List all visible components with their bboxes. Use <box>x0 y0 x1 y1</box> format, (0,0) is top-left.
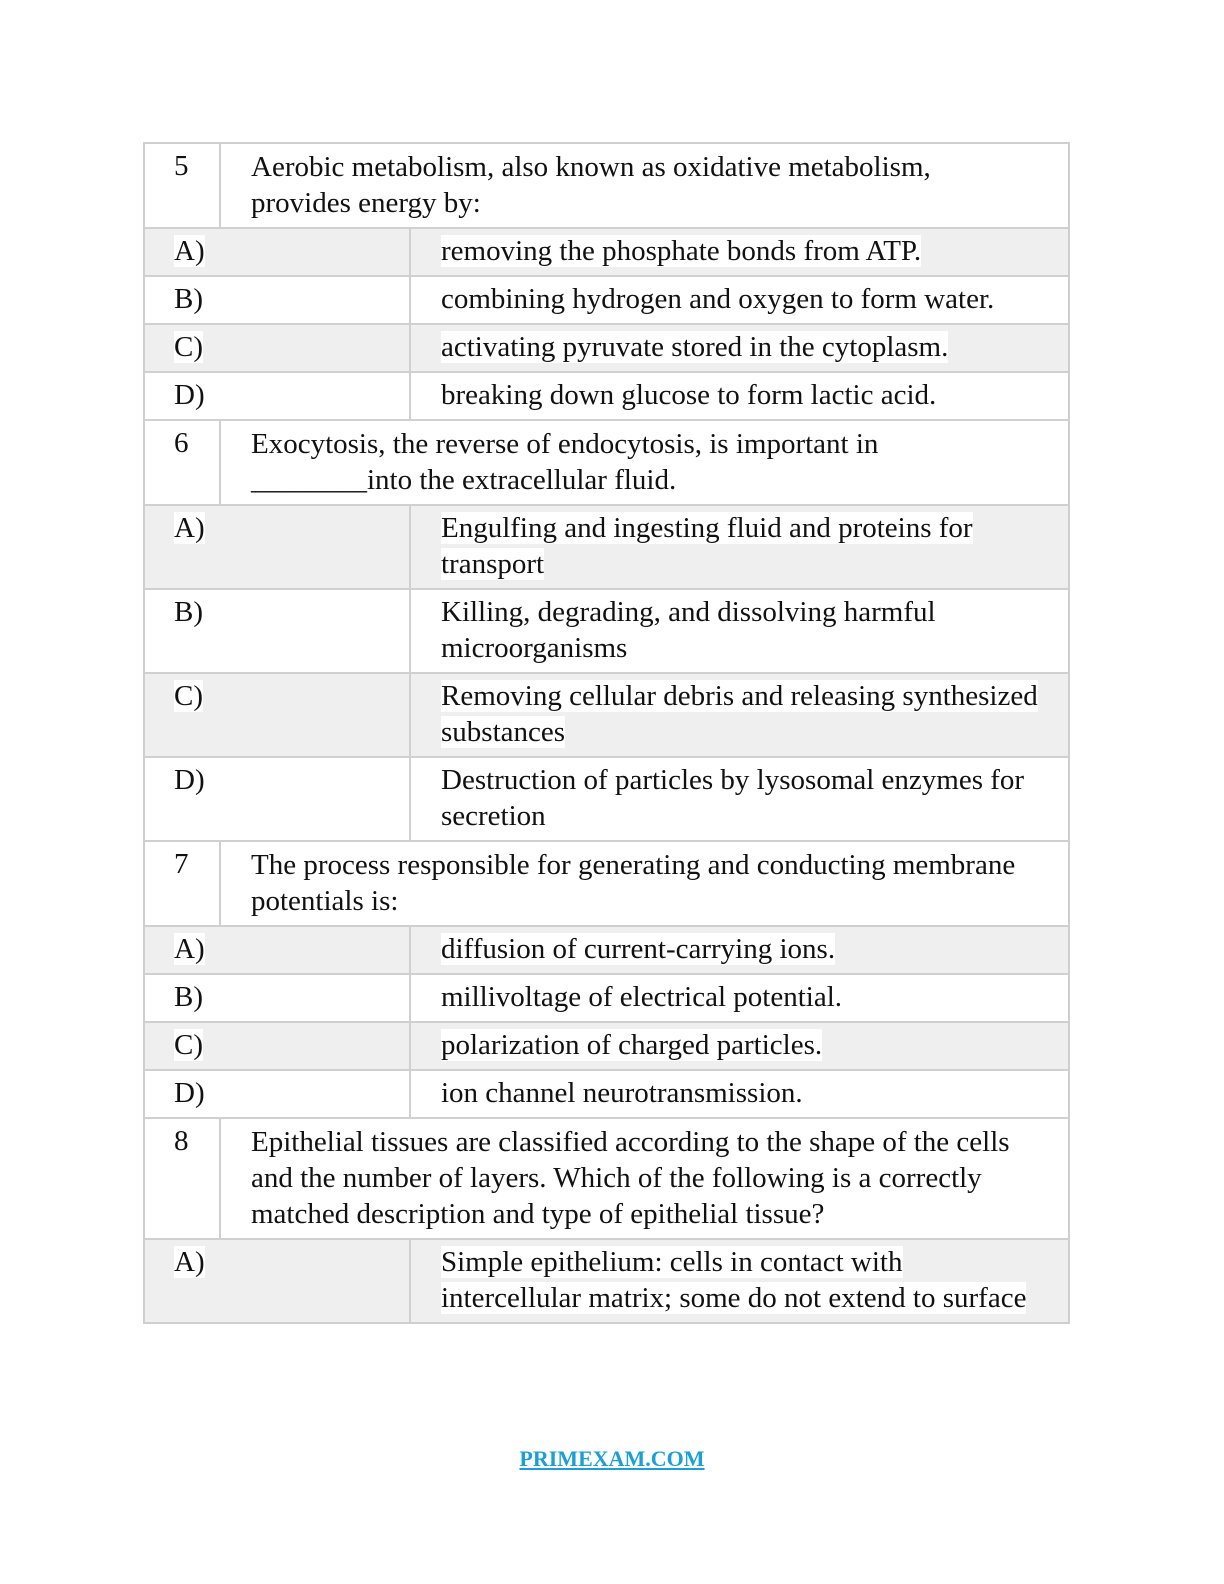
option-label: D) <box>145 758 411 840</box>
question-number: 7 <box>145 842 221 925</box>
option-label: A) <box>145 1240 411 1322</box>
option-text: Engulfing and ingesting fluid and proteins for transport <box>441 512 973 580</box>
option-row <box>145 373 1068 421</box>
option-text: diffusion of current-carrying ions. <box>441 933 836 965</box>
question-row-6 <box>145 421 1068 506</box>
question-row-5 <box>145 144 1068 229</box>
option-label: B) <box>145 277 411 323</box>
option-row <box>145 325 1068 373</box>
option-row <box>145 277 1068 325</box>
option-label: B) <box>145 975 411 1021</box>
option-label: A) <box>145 927 411 973</box>
question-table <box>143 142 1070 1324</box>
option-label: C) <box>145 325 411 371</box>
footer <box>0 1446 1224 1472</box>
question-number: 5 <box>145 144 221 227</box>
option-text: Killing, degrading, and dissolving harmful microorganisms <box>441 596 936 664</box>
question-text: Aerobic metabolism, also known as oxidative metabolism, provides energy by: <box>251 151 931 219</box>
option-row <box>145 975 1068 1023</box>
option-row <box>145 1071 1068 1119</box>
option-row <box>145 1023 1068 1071</box>
primexam-link[interactable]: PRIMEXAM.COM <box>519 1446 705 1471</box>
option-label: B) <box>145 590 411 672</box>
option-label: C) <box>145 674 411 756</box>
option-text: Removing cellular debris and releasing synthesized substances <box>441 680 1038 748</box>
option-label: C) <box>145 1023 411 1069</box>
option-text: Simple epithelium: cells in contact with intercellular matrix; some do not extend to surface <box>441 1246 1027 1314</box>
option-label: A) <box>145 506 411 588</box>
question-row-8 <box>145 1119 1068 1240</box>
option-row <box>145 229 1068 277</box>
option-text: activating pyruvate stored in the cytoplasm. <box>441 331 949 363</box>
question-number: 8 <box>145 1119 221 1238</box>
option-row <box>145 506 1068 590</box>
question-number: 6 <box>145 421 221 504</box>
option-text: millivoltage of electrical potential. <box>441 981 843 1013</box>
option-text: removing the phosphate bonds from ATP. <box>441 235 922 267</box>
option-text: polarization of charged particles. <box>441 1029 823 1061</box>
option-row <box>145 1240 1068 1322</box>
option-label: A) <box>145 229 411 275</box>
option-row <box>145 674 1068 758</box>
option-text: ion channel neurotransmission. <box>441 1077 803 1109</box>
question-row-7 <box>145 842 1068 927</box>
option-text: Destruction of particles by lysosomal enzymes for secretion <box>441 764 1025 832</box>
question-text: The process responsible for generating and conducting membrane potentials is: <box>251 849 1016 917</box>
option-label: D) <box>145 1071 411 1117</box>
option-text: combining hydrogen and oxygen to form water. <box>441 283 995 315</box>
option-label: D) <box>145 373 411 419</box>
question-text: Exocytosis, the reverse of endocytosis, is important in ________into the extracellular fluid. <box>251 428 879 496</box>
option-row <box>145 758 1068 842</box>
question-text: Epithelial tissues are classified according to the shape of the cells and the number of layers. Which of the following is a correctly matched description and type of epithelial tissue? <box>251 1126 1010 1230</box>
option-text: breaking down glucose to form lactic acid. <box>441 379 937 411</box>
option-row <box>145 590 1068 674</box>
option-row <box>145 927 1068 975</box>
